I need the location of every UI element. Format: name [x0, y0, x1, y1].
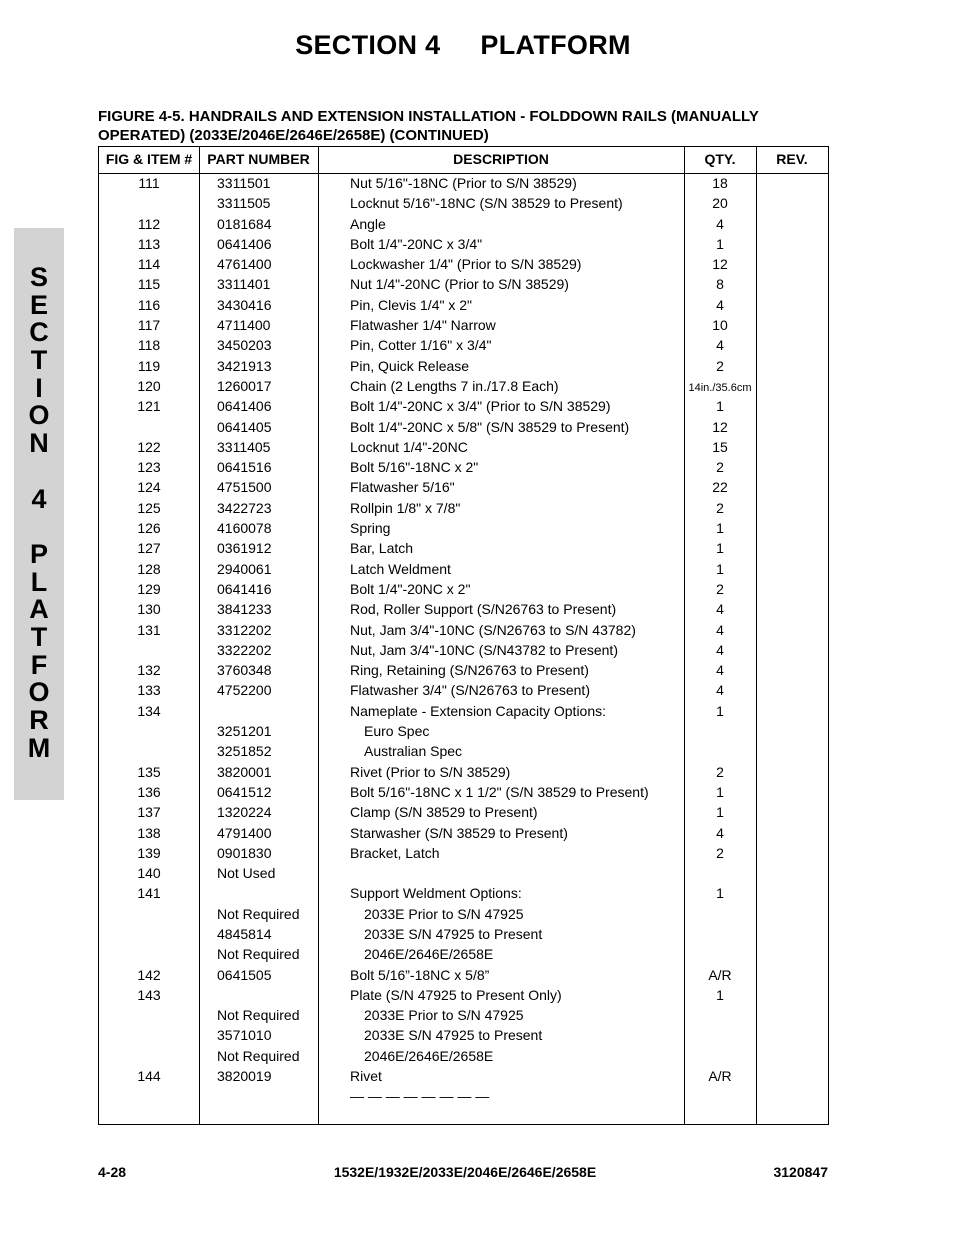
table-row [99, 1006, 828, 1026]
description-cell: Flatwasher 5/16" [350, 479, 455, 496]
qty-cell: 22 [712, 479, 728, 496]
fig-item-cell: 120 [137, 377, 161, 394]
fig-item-cell: 130 [137, 601, 161, 618]
table-row [99, 438, 828, 458]
side-tab-letter: F [30, 649, 48, 680]
fig-item-cell: 112 [137, 215, 161, 232]
part-number-cell: Not Required [217, 1007, 300, 1024]
table-body [99, 174, 828, 1108]
qty-cell: 4 [716, 824, 724, 841]
description-cell: Nut 1/4"-20NC (Prior to S/N 38529) [350, 276, 569, 293]
fig-item-cell: 113 [137, 235, 161, 252]
description-cell: Latch Weldment [350, 560, 451, 577]
table-row [99, 986, 828, 1006]
part-number-cell: 3311501 [217, 175, 271, 191]
part-number-cell: Not Used [217, 865, 276, 882]
description-cell: Bolt 5/16"-18NC x 2" [350, 459, 479, 476]
fig-item-cell: 144 [137, 1068, 161, 1085]
qty-cell: 1 [716, 804, 724, 821]
description-cell: Nut 5/16"-18NC (Prior to S/N 38529) [350, 175, 577, 191]
table-row [99, 824, 828, 844]
table-row [99, 519, 828, 539]
description-cell: Spring [350, 520, 391, 537]
side-tab-letter: P [29, 538, 48, 569]
qty-cell: 1 [716, 783, 724, 800]
table-row [99, 560, 828, 580]
qty-cell: 14in./35.6cm [688, 381, 752, 394]
description-cell: Locknut 5/16"-18NC (S/N 38529 to Present) [350, 195, 623, 212]
description-cell: Australian Spec [364, 743, 463, 760]
table-row [99, 641, 828, 661]
part-number-cell: 3820001 [217, 763, 272, 780]
part-number-cell: 0641406 [217, 398, 272, 415]
qty-cell: 4 [716, 641, 724, 658]
qty-cell: 4 [716, 337, 724, 354]
part-number-cell: 3450203 [217, 337, 272, 354]
part-number-cell: 4845814 [217, 925, 272, 942]
section-title [0, 30, 926, 61]
part-number-cell: 3430416 [217, 296, 272, 313]
part-number-cell: 3820019 [217, 1068, 272, 1085]
description-cell: Bar, Latch [350, 540, 414, 557]
qty-cell: 12 [712, 418, 728, 435]
fig-item-cell: 141 [137, 885, 161, 902]
table-row [99, 945, 828, 965]
table-row [99, 174, 828, 194]
table-row [99, 418, 828, 438]
table-row [99, 1087, 828, 1107]
part-number-cell: 3251201 [217, 723, 272, 740]
description-cell: Nut, Jam 3/4"-10NC (S/N43782 to Present) [350, 641, 618, 658]
side-tab-letter: C [29, 317, 49, 348]
table-row [99, 235, 828, 255]
description-cell: Pin, Clevis 1/4" x 2" [350, 296, 472, 313]
description-cell: Nameplate - Extension Capacity Options: [350, 702, 607, 719]
fig-item-cell: 121 [137, 398, 161, 415]
part-number-cell: 0641406 [217, 235, 272, 252]
fig-item-cell: 132 [137, 662, 161, 679]
fig-item-cell: 119 [137, 357, 161, 374]
description-cell: Lockwasher 1/4" (Prior to S/N 38529) [350, 256, 582, 273]
qty-cell: 4 [716, 621, 724, 638]
qty-cell: 10 [712, 317, 728, 334]
header-rev: REV. [776, 151, 808, 167]
description-cell: Bolt 5/16”-18NC x 5/8” [350, 966, 490, 983]
table-row [99, 296, 828, 316]
qty-cell: 1 [716, 986, 724, 1003]
description-cell: Bolt 1/4"-20NC x 2" [350, 580, 471, 597]
table-row [99, 397, 828, 417]
part-number-cell: 0901830 [217, 844, 272, 861]
qty-cell: 12 [712, 256, 728, 273]
description-cell: 2033E Prior to S/N 47925 [364, 905, 524, 922]
qty-cell: 1 [716, 235, 724, 252]
table-row [99, 702, 828, 722]
part-number-cell: 0641505 [217, 966, 272, 983]
fig-item-cell: 143 [137, 986, 161, 1003]
table-row [99, 377, 828, 397]
side-tab-letter: E [29, 289, 48, 320]
table-row [99, 681, 828, 701]
side-tab-letter: M [27, 732, 51, 763]
fig-item-cell: 122 [137, 438, 161, 455]
table-row [99, 357, 828, 377]
table-row [99, 884, 828, 904]
description-cell: Bolt 1/4"-20NC x 3/4" [350, 235, 483, 252]
fig-item-cell: 117 [137, 317, 161, 334]
table-row [99, 478, 828, 498]
description-cell: Rollpin 1/8" x 7/8" [350, 499, 461, 516]
side-tab-letter: L [30, 566, 48, 597]
description-cell: Rod, Roller Support (S/N26763 to Present) [350, 601, 617, 618]
description-cell: Nut, Jam 3/4"-10NC (S/N26763 to S/N 43782) [350, 621, 636, 638]
fig-item-cell: 126 [137, 520, 161, 537]
qty-cell: 8 [716, 276, 724, 293]
description-cell: 2033E Prior to S/N 47925 [364, 1007, 524, 1024]
description-cell: Angle [350, 215, 386, 232]
fig-item-cell: 140 [137, 865, 161, 882]
fig-item-cell: 115 [137, 276, 161, 293]
description-cell: Flatwasher 3/4" (S/N26763 to Present) [350, 682, 590, 699]
fig-item-cell: 138 [137, 824, 161, 841]
side-tab-letter: I [35, 372, 43, 403]
part-number-cell: 3311405 [217, 438, 271, 455]
description-cell: 2046E/2646E/2658E [364, 946, 494, 963]
section-label: SECTION 4 [295, 30, 441, 60]
part-number-cell: 4711400 [217, 317, 271, 334]
table-row [99, 742, 828, 762]
table-row [99, 905, 828, 925]
parts-table [98, 146, 829, 1125]
table-row [99, 1067, 828, 1087]
model-list: 1532E/1932E/2033E/2046E/2646E/2658E [333, 1164, 597, 1180]
part-number-cell: 4791400 [217, 824, 272, 841]
part-number-cell: 3422723 [217, 499, 272, 516]
description-cell: Starwasher (S/N 38529 to Present) [350, 824, 568, 841]
part-number-cell: 0361912 [217, 540, 272, 557]
qty-cell: 2 [716, 580, 724, 597]
part-number-cell: 1320224 [217, 804, 272, 821]
fig-item-cell: 127 [137, 540, 161, 557]
part-number-cell: Not Required [217, 1047, 300, 1064]
part-number-cell: 3760348 [217, 662, 272, 679]
description-cell: Locknut 1/4"-20NC [350, 438, 468, 455]
part-number-cell: 3841233 [217, 601, 272, 618]
description-cell: Flatwasher 1/4" Narrow [350, 317, 496, 334]
fig-item-cell: 116 [137, 296, 161, 313]
description-cell: Euro Spec [364, 723, 430, 740]
fig-item-cell: 142 [137, 966, 161, 983]
part-number-cell: 3251852 [217, 743, 272, 760]
fig-item-cell: 133 [137, 682, 161, 699]
fig-item-cell: 129 [137, 580, 161, 597]
part-number-cell: 3322202 [217, 641, 272, 658]
side-tab-letter: N [29, 428, 49, 459]
side-tab-letter: O [28, 677, 50, 708]
qty-cell: 1 [716, 560, 724, 577]
qty-cell: 4 [716, 601, 724, 618]
table-row [99, 539, 828, 559]
fig-item-cell: 118 [137, 337, 161, 354]
part-number-cell: 2940061 [217, 560, 272, 577]
part-number-cell: Not Required [217, 946, 300, 963]
table-row [99, 1026, 828, 1046]
table-row [99, 275, 828, 295]
description-cell: Chain (2 Lengths 7 in./17.8 Each) [350, 377, 559, 394]
table-row [99, 925, 828, 945]
part-number-cell: 0641416 [217, 580, 272, 597]
qty-cell: 1 [716, 398, 724, 415]
qty-cell: 4 [716, 296, 724, 313]
header-part-number: PART NUMBER [207, 151, 310, 167]
qty-cell: 2 [716, 499, 724, 516]
description-cell: 2046E/2646E/2658E [364, 1047, 494, 1064]
qty-cell: A/R [708, 966, 732, 983]
table-row [99, 458, 828, 478]
table-row [99, 580, 828, 600]
table-row [99, 803, 828, 823]
fig-item-cell: 135 [137, 763, 161, 780]
table-row [99, 661, 828, 681]
fig-item-cell: 125 [137, 499, 161, 516]
page-number: 4-28 [98, 1164, 127, 1180]
table-row [99, 316, 828, 336]
qty-cell: 1 [716, 540, 724, 557]
side-tab-letter: T [30, 345, 48, 376]
table-row [99, 255, 828, 275]
description-cell: — — — — — — — — [350, 1088, 490, 1105]
description-cell: Rivet (Prior to S/N 38529) [350, 763, 511, 780]
description-cell: Bracket, Latch [350, 844, 440, 861]
qty-cell: 1 [716, 520, 724, 537]
qty-cell: 20 [712, 195, 728, 212]
description-cell: Clamp (S/N 38529 to Present) [350, 804, 538, 821]
part-number-cell: 3311401 [217, 276, 271, 293]
table-row [99, 215, 828, 235]
fig-item-cell: 134 [137, 702, 161, 719]
side-tab-letter: R [29, 705, 49, 735]
fig-item-cell: 136 [137, 783, 161, 800]
figure-title: FIGURE 4-5. HANDRAILS AND EXTENSION INSTALLATION - FOLDDOWN RAILS (MANUALLY OPERATED) (2033E/2046E/2646E/2658E) (CONTINUED) [98, 108, 759, 144]
part-number-cell: 1260017 [217, 377, 272, 394]
table-row [99, 722, 828, 742]
description-cell: Support Weldment Options: [350, 885, 522, 902]
table-row [99, 966, 828, 986]
qty-cell: A/R [708, 1068, 732, 1085]
side-tab-letter: 4 [31, 483, 47, 514]
fig-item-cell: 139 [137, 844, 161, 861]
part-number-cell: 4160078 [217, 520, 272, 537]
description-cell: Pin, Cotter 1/16" x 3/4" [350, 337, 492, 354]
table-row [99, 336, 828, 356]
fig-item-cell: 128 [137, 560, 161, 577]
part-number-cell: 0641516 [217, 459, 272, 476]
fig-item-cell: 111 [138, 175, 160, 191]
part-number-cell: 3421913 [217, 357, 272, 374]
part-number-cell: 3312202 [217, 621, 272, 638]
part-number-cell: 4752200 [217, 682, 272, 699]
qty-cell: 4 [716, 662, 724, 679]
doc-number: 3120847 [773, 1164, 828, 1180]
table-row [99, 1047, 828, 1067]
fig-item-cell: 124 [137, 479, 161, 496]
qty-cell: 1 [716, 885, 724, 902]
fig-item-cell: 114 [137, 256, 161, 273]
description-cell: Bolt 1/4"-20NC x 3/4" (Prior to S/N 38529) [350, 398, 611, 415]
description-cell: 2033E S/N 47925 to Present [364, 1027, 543, 1044]
part-number-cell: 3311505 [217, 195, 271, 212]
table-row [99, 600, 828, 620]
table-row [99, 621, 828, 641]
header-description: DESCRIPTION [453, 151, 549, 167]
side-tab-letter: O [28, 400, 50, 431]
qty-cell: 2 [716, 459, 724, 476]
part-number-cell: Not Required [217, 905, 300, 922]
header-qty: QTY. [704, 151, 736, 167]
qty-cell: 1 [716, 702, 724, 719]
qty-cell: 2 [716, 357, 724, 374]
section-name: PLATFORM [480, 30, 631, 60]
part-number-cell: 4751500 [217, 479, 272, 496]
fig-item-cell: 123 [137, 459, 161, 476]
fig-item-cell: 131 [137, 621, 161, 638]
part-number-cell: 3571010 [217, 1027, 272, 1044]
table-row [99, 864, 828, 884]
table-row [99, 194, 828, 214]
side-tab-letter: A [29, 594, 49, 625]
part-number-cell: 0181684 [217, 215, 272, 232]
qty-cell: 2 [716, 763, 724, 780]
description-cell: Pin, Quick Release [350, 357, 470, 374]
qty-cell: 2 [716, 844, 724, 861]
table-row [99, 844, 828, 864]
table-row [99, 763, 828, 783]
qty-cell: 18 [712, 175, 728, 191]
part-number-cell: 0641405 [217, 418, 272, 435]
description-cell: Rivet [350, 1068, 382, 1085]
section-side-tab [14, 228, 64, 800]
table-row [99, 783, 828, 803]
description-cell: 2033E S/N 47925 to Present [364, 925, 543, 942]
description-cell: Ring, Retaining (S/N26763 to Present) [350, 662, 589, 679]
description-cell: Bolt 1/4"-20NC x 5/8" (S/N 38529 to Present) [350, 418, 630, 435]
side-tab-letter: S [29, 262, 48, 292]
part-number-cell: 0641512 [217, 783, 272, 800]
description-cell: Bolt 5/16"-18NC x 1 1/2" (S/N 38529 to Present) [350, 783, 649, 800]
qty-cell: 4 [716, 682, 724, 699]
qty-cell: 4 [716, 215, 724, 232]
fig-item-cell: 137 [137, 804, 161, 821]
side-tab-letter: T [30, 621, 48, 652]
part-number-cell: 4761400 [217, 256, 272, 273]
qty-cell: 15 [712, 438, 728, 455]
header-fig-item: FIG & ITEM # [105, 151, 193, 167]
description-cell: Plate (S/N 47925 to Present Only) [350, 986, 562, 1003]
table-row [99, 499, 828, 519]
